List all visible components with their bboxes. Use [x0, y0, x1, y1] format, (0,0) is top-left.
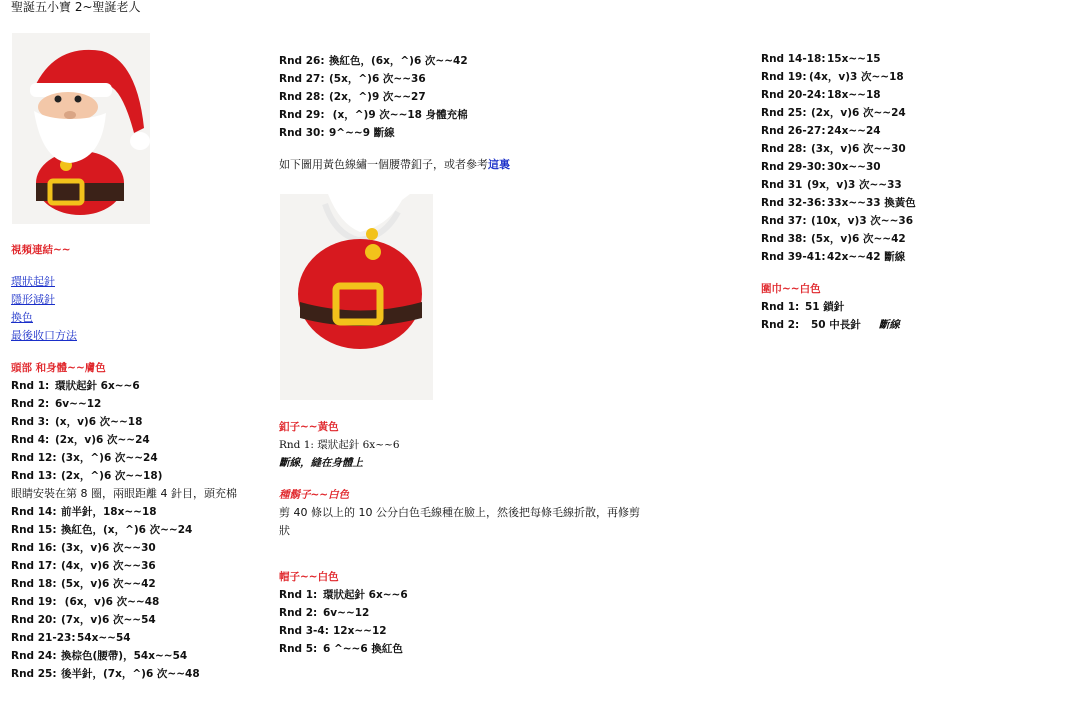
list-item — [761, 194, 1061, 212]
list-item — [761, 122, 1061, 140]
round-instruction: (6x，v)6 次~~48 — [61, 596, 160, 608]
list-item — [11, 449, 261, 467]
list-item — [761, 316, 1061, 334]
list-item — [11, 665, 261, 683]
list-item — [761, 104, 1061, 122]
list-item — [11, 647, 261, 665]
row-list-body — [11, 503, 261, 683]
list-item — [11, 377, 261, 395]
round-label: Rnd 13: — [11, 470, 57, 482]
round-label: Rnd 19: — [11, 596, 57, 608]
round-label: Rnd 3-4: — [279, 625, 329, 637]
round-label: Rnd 14: — [11, 506, 57, 518]
round-instruction: 24x~~24 — [827, 125, 881, 137]
round-instruction: 51 鎖針 — [805, 301, 845, 313]
list-item — [11, 431, 261, 449]
round-instruction: 換棕色(腰帶)，54x~~54 — [61, 650, 188, 662]
round-instruction: 9^~~9 斷線 — [329, 127, 395, 139]
beard-instruction-line-2: 狀 — [279, 524, 290, 537]
santa-doll-image — [12, 33, 150, 224]
round-label: Rnd 28: — [761, 143, 807, 155]
round-label: Rnd 1: — [279, 589, 318, 601]
round-label: Rnd 4: — [11, 434, 50, 446]
round-label: Rnd 2: — [279, 607, 318, 619]
list-item — [761, 158, 1061, 176]
list-item — [761, 212, 1061, 230]
beard-instruction-line-1: 剪 40 條以上的 10 公分白色毛線種在臉上，然後把每條毛線折散，再修剪 — [279, 506, 640, 519]
round-label: Rnd 25: — [761, 107, 807, 119]
list-item — [11, 503, 261, 521]
list-item — [279, 604, 679, 622]
buckle-note: 斷線，縫在身體上 — [279, 457, 363, 469]
list-item — [761, 86, 1061, 104]
video-link-label[interactable]: 視頻連結~~ — [11, 244, 71, 256]
list-item — [279, 640, 679, 658]
round-instruction: 50 中長針 — [811, 319, 861, 331]
round-label: Rnd 29-30: — [761, 161, 826, 173]
round-instruction: 33x~~33 換黃色 — [827, 197, 916, 209]
page-title: 聖誕五小寶 2~聖誕老人 — [11, 0, 141, 14]
round-instruction: (2x，^)9 次~~27 — [329, 91, 426, 103]
belt-instruction — [279, 156, 679, 174]
list-item — [11, 575, 261, 593]
round-label: Rnd 39-41: — [761, 251, 826, 263]
round-label: Rnd 28: — [279, 91, 325, 103]
list-item — [279, 70, 679, 88]
round-instruction: 15x~~15 — [827, 53, 881, 65]
round-label: Rnd 21-23: — [11, 632, 76, 644]
list-item — [279, 88, 679, 106]
round-instruction: 環狀起針 6x~~6 — [323, 589, 408, 601]
round-label: Rnd 20-24: — [761, 89, 826, 101]
section-heading-buckle: 釦子~~黃色 — [279, 421, 339, 433]
round-instruction: (4x，v)3 次~~18 — [809, 71, 904, 83]
list-item — [279, 124, 679, 142]
technique-link-finish-closing[interactable]: 最後收口方法 — [11, 329, 77, 342]
list-item — [761, 248, 1061, 266]
round-label: Rnd 32-36: — [761, 197, 826, 209]
round-label: Rnd 1: — [761, 301, 800, 313]
round-label: Rnd 20: — [11, 614, 57, 626]
round-instruction: 18x~~18 — [827, 89, 881, 101]
round-instruction: 6 ^~~6 換紅色 — [323, 643, 403, 655]
round-label: Rnd 29: — [279, 109, 325, 121]
round-instruction: (9x，v)3 次~~33 — [807, 179, 902, 191]
list-item — [11, 539, 261, 557]
buckle-round: Rnd 1: 環狀起針 6x~~6 — [279, 439, 400, 451]
round-label: Rnd 14-18: — [761, 53, 826, 65]
round-instruction: (3x，v)6 次~~30 — [811, 143, 906, 155]
round-instruction: 6v~~12 — [55, 398, 102, 410]
belt-instruction-text: 如下圖用黃色線繡一個腰帶釦子，或者參考 — [279, 158, 488, 171]
round-label: Rnd 19: — [761, 71, 807, 83]
list-item — [761, 176, 1061, 194]
round-instruction: 30x~~30 — [827, 161, 881, 173]
round-label: Rnd 38: — [761, 233, 807, 245]
belt-buckle-image — [280, 194, 433, 400]
section-heading-scarf: 圍巾~~白色 — [761, 283, 821, 295]
round-instruction: 換紅色，(x，^)6 次~~24 — [61, 524, 193, 536]
list-item — [11, 557, 261, 575]
round-label: Rnd 37: — [761, 215, 807, 227]
list-item — [11, 611, 261, 629]
round-instruction: (7x，v)6 次~~54 — [61, 614, 156, 626]
round-instruction: (5x，v)6 次~~42 — [811, 233, 906, 245]
round-instruction: (2x，v)6 次~~24 — [55, 434, 150, 446]
round-instruction: (x，^)9 次~~18 身體充棉 — [329, 109, 468, 121]
list-item — [11, 521, 261, 539]
section-heading-hat: 帽子~~白色 — [279, 571, 339, 583]
technique-link-invisible-decrease[interactable]: 隱形減針 — [11, 293, 55, 306]
section-heading-beard: 種鬍子~~白色 — [279, 489, 350, 501]
list-item — [11, 593, 261, 611]
round-instruction: (4x，v)6 次~~36 — [61, 560, 156, 572]
round-label: Rnd 2: — [761, 319, 800, 331]
list-item — [279, 586, 679, 604]
round-label: Rnd 12: — [11, 452, 57, 464]
round-label: Rnd 15: — [11, 524, 57, 536]
round-label: Rnd 24: — [11, 650, 57, 662]
list-item — [279, 52, 679, 70]
list-item — [761, 68, 1061, 86]
round-label: Rnd 3: — [11, 416, 50, 428]
list-item — [761, 140, 1061, 158]
round-instruction: 54x~~54 — [77, 632, 131, 644]
round-instruction: 42x~~42 斷線 — [827, 251, 906, 263]
round-instruction: 前半針，18x~~18 — [61, 506, 157, 518]
list-item — [761, 230, 1061, 248]
round-label: Rnd 25: — [11, 668, 57, 680]
santa-doll-photo — [12, 33, 150, 224]
round-label: Rnd 16: — [11, 542, 57, 554]
round-instruction: 12x~~12 — [333, 625, 387, 637]
belt-reference-link[interactable]: 這裏 — [488, 158, 510, 171]
round-label: Rnd 26-27: — [761, 125, 826, 137]
list-item — [11, 467, 261, 485]
round-label: Rnd 18: — [11, 578, 57, 590]
round-instruction: (2x，v)6 次~~24 — [811, 107, 906, 119]
round-label: Rnd 26: — [279, 55, 325, 67]
round-instruction: 換紅色，(6x，^)6 次~~42 — [329, 55, 468, 67]
eye-placement-note: 眼睛安裝在第 8 圈，兩眼距離 4 針目，頭充棉 — [11, 487, 237, 500]
round-label: Rnd 27: — [279, 73, 325, 85]
belt-buckle-photo — [280, 194, 433, 400]
row-list-head — [11, 377, 261, 485]
round-instruction: (5x，^)6 次~~36 — [329, 73, 426, 85]
round-instruction: (5x，v)6 次~~42 — [61, 578, 156, 590]
scarf-note: 斷線 — [878, 319, 900, 331]
round-label: Rnd 31 — [761, 179, 803, 191]
round-instruction: 6v~~12 — [323, 607, 370, 619]
list-item — [761, 298, 1061, 316]
list-item — [11, 395, 261, 413]
technique-link-color-change[interactable]: 換色 — [11, 311, 33, 324]
list-item — [11, 413, 261, 431]
round-label: Rnd 1: — [11, 380, 50, 392]
list-item — [279, 622, 679, 640]
round-instruction: (3x，^)6 次~~24 — [61, 452, 158, 464]
round-instruction: 後半針，(7x，^)6 次~~48 — [61, 668, 200, 680]
round-instruction: 環狀起針 6x~~6 — [55, 380, 140, 392]
round-instruction: (x，v)6 次~~18 — [55, 416, 143, 428]
section-heading-head-body: 頭部 和身體~~膚色 — [11, 362, 106, 374]
list-item — [761, 50, 1061, 68]
round-instruction: (10x，v)3 次~~36 — [811, 215, 913, 227]
technique-link-magic-ring[interactable]: 環狀起針 — [11, 275, 55, 288]
list-item — [11, 629, 261, 647]
round-instruction: (2x，^)6 次~~18) — [61, 470, 163, 482]
round-label: Rnd 5: — [279, 643, 318, 655]
round-instruction: (3x，v)6 次~~30 — [61, 542, 156, 554]
round-label: Rnd 2: — [11, 398, 50, 410]
round-label: Rnd 17: — [11, 560, 57, 572]
round-label: Rnd 30: — [279, 127, 325, 139]
list-item — [279, 106, 679, 124]
